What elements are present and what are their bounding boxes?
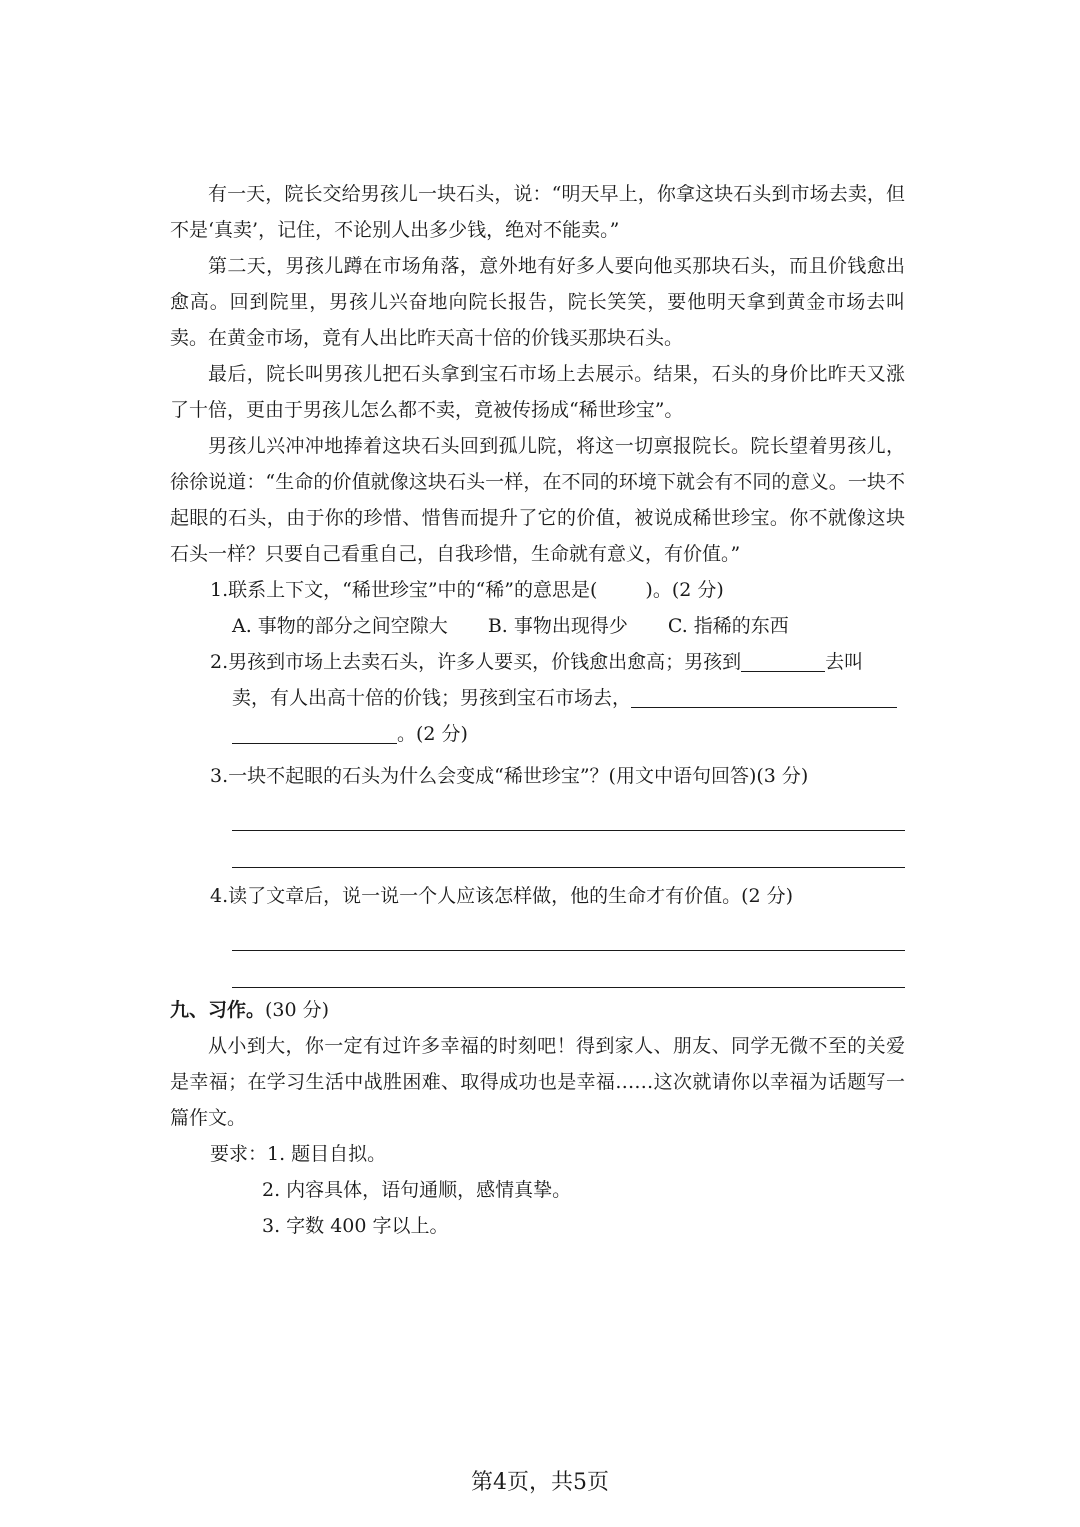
section-9-score: (30 分) <box>265 999 330 1021</box>
passage-paragraph-2: 第二天，男孩儿蹲在市场角落，意外地有好多人要向他买那块石头，而且价钱愈出愈高。回到院里，男孩儿兴奋地向院长报告，院长笑笑，要他明天拿到黄金市场去叫卖。在黄金市场，竟有人出比昨天高十倍的价钱买那块石头。 <box>170 255 905 349</box>
page-content <box>170 176 905 1244</box>
question-2-blank-1[interactable] <box>741 649 825 672</box>
passage-paragraph-1: 有一天，院长交给男孩儿一块石头，说：“明天早上，你拿这块石头到市场去卖，但不是‘真卖’，记住，不论别人出多少钱，绝对不能卖。” <box>170 183 905 241</box>
question-2-part-1: 2.男孩到市场上去卖石头，许多人要买，价钱愈出愈高；男孩到 <box>210 651 742 673</box>
section-9-prompt: 从小到大，你一定有过许多幸福的时刻吧！得到家人、朋友、同学无微不至的关爱是幸福；在学习生活中战胜困难、取得成功也是幸福……这次就请你以幸福为话题写一篇作文。 <box>170 1035 905 1129</box>
question-2 <box>170 644 905 752</box>
requirement-2: 2. 内容具体，语句通顺，感情真挚。 <box>262 1179 572 1201</box>
option-c: C. 指稀的东西 <box>667 615 789 637</box>
question-1-options <box>170 608 905 644</box>
question-3: 3.一块不起眼的石头为什么会变成“稀世珍宝”？(用文中语句回答)(3 分) <box>210 765 809 787</box>
page-number: 第4页，共5页 <box>471 1470 609 1495</box>
question-2-blank-3[interactable] <box>232 721 397 744</box>
question-2-score: 。(2 分) <box>397 723 468 745</box>
question-2-part-2: 去叫 <box>825 651 864 673</box>
question-3-answer-line-1[interactable] <box>232 794 905 831</box>
question-1-score: )。(2 分) <box>645 579 724 601</box>
passage-paragraph-4: 男孩儿兴冲冲地捧着这块石头回到孤儿院，将这一切禀报院长。院长望着男孩儿，徐徐说道：“生命的价值就像这块石头一样，在不同的环境下就会有不同的意义。一块不起眼的石头，由于你的珍惜、惜售而提升了它的价值，被说成稀世珍宝。你不就像这块石头一样？只要自己看重自己，自我珍惜，生命就有意义，有价值。” <box>170 435 905 565</box>
option-a: A. 事物的部分之间空隙大 <box>232 615 448 637</box>
question-4-answer-line-1[interactable] <box>232 914 905 951</box>
question-2-part-3: 卖，有人出高十倍的价钱；男孩到宝石市场去， <box>232 687 632 709</box>
question-1 <box>170 572 905 608</box>
option-b: B. 事物出现得少 <box>487 615 628 637</box>
question-3-answer-line-2[interactable] <box>232 831 905 868</box>
requirement-1: 要求：1. 题目自拟。 <box>210 1143 387 1165</box>
question-4: 4.读了文章后，说一说一个人应该怎样做，他的生命才有价值。(2 分) <box>210 885 794 907</box>
question-4-answer-line-2[interactable] <box>232 951 905 988</box>
question-1-text: 1.联系上下文，“稀世珍宝”中的“稀”的意思是( <box>210 579 598 601</box>
passage-paragraph-3: 最后，院长叫男孩儿把石头拿到宝石市场上去展示。结果，石头的身价比昨天又涨了十倍，更由于男孩儿怎么都不卖，竟被传扬成“稀世珍宝”。 <box>170 363 905 421</box>
section-9-heading <box>170 992 905 1028</box>
question-2-blank-2[interactable] <box>631 685 897 708</box>
requirement-3: 3. 字数 400 字以上。 <box>262 1215 449 1237</box>
section-9-title: 九、习作。 <box>170 999 266 1021</box>
